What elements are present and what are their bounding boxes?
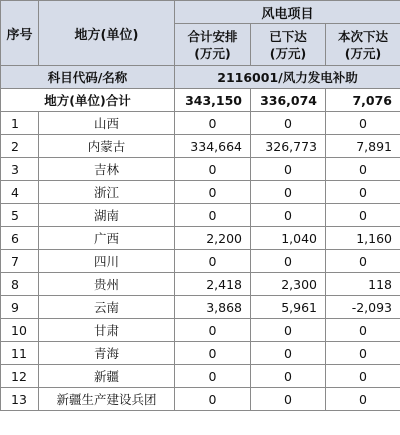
row-issued: 5,961	[251, 296, 326, 319]
row-issued: 2,300	[251, 273, 326, 296]
row-total: 0	[175, 181, 251, 204]
row-seq: 3	[1, 158, 39, 181]
row-region: 云南	[39, 296, 175, 319]
row-issued: 0	[251, 365, 326, 388]
total-total: 343,150	[175, 89, 251, 112]
row-region: 山西	[39, 112, 175, 135]
subject-value: 2116001/风力发电补助	[175, 66, 400, 89]
row-seq: 12	[1, 365, 39, 388]
issued-col-header	[251, 24, 326, 66]
table-row	[1, 273, 400, 296]
total-issued: 336,074	[251, 89, 326, 112]
total-row	[1, 89, 400, 112]
row-current: 0	[326, 319, 400, 342]
row-region: 新疆	[39, 365, 175, 388]
total-col-header-line1: 合计安排	[187, 28, 238, 44]
row-total: 0	[175, 112, 251, 135]
row-total: 0	[175, 319, 251, 342]
table-row	[1, 181, 400, 204]
row-total: 0	[175, 342, 251, 365]
table-row	[1, 365, 400, 388]
row-total: 2,418	[175, 273, 251, 296]
table-row	[1, 319, 400, 342]
row-seq: 2	[1, 135, 39, 158]
row-issued: 0	[251, 319, 326, 342]
header-row-1	[1, 1, 400, 24]
current-col-header	[326, 24, 400, 66]
row-seq: 7	[1, 250, 39, 273]
row-current: 7,891	[326, 135, 400, 158]
row-current: 1,160	[326, 227, 400, 250]
table-row	[1, 135, 400, 158]
row-seq: 11	[1, 342, 39, 365]
row-region: 吉林	[39, 158, 175, 181]
table-row	[1, 158, 400, 181]
row-seq: 5	[1, 204, 39, 227]
row-total: 3,868	[175, 296, 251, 319]
total-col-header	[175, 24, 251, 66]
row-region: 青海	[39, 342, 175, 365]
current-col-header-line1: 本次下达	[337, 28, 388, 44]
row-current: 0	[326, 158, 400, 181]
row-current: -2,093	[326, 296, 400, 319]
project-header: 风电项目	[175, 1, 400, 24]
row-current: 118	[326, 273, 400, 296]
row-current: 0	[326, 365, 400, 388]
row-region: 甘肃	[39, 319, 175, 342]
row-total: 2,200	[175, 227, 251, 250]
row-seq: 8	[1, 273, 39, 296]
row-seq: 6	[1, 227, 39, 250]
subject-row	[1, 66, 400, 89]
table-row	[1, 342, 400, 365]
row-current: 0	[326, 388, 400, 411]
table-row	[1, 250, 400, 273]
row-region: 湖南	[39, 204, 175, 227]
subject-label: 科目代码/名称	[1, 66, 175, 89]
total-current: 7,076	[326, 89, 400, 112]
row-issued: 0	[251, 158, 326, 181]
row-current: 0	[326, 112, 400, 135]
row-issued: 0	[251, 204, 326, 227]
total-label: 地方(单位)合计	[1, 89, 175, 112]
row-seq: 4	[1, 181, 39, 204]
row-issued: 1,040	[251, 227, 326, 250]
total-col-header-line2: (万元)	[194, 45, 231, 61]
row-current: 0	[326, 204, 400, 227]
row-region: 贵州	[39, 273, 175, 296]
row-seq: 9	[1, 296, 39, 319]
region-header: 地方(单位)	[39, 1, 175, 66]
row-total: 0	[175, 250, 251, 273]
row-issued: 0	[251, 388, 326, 411]
table-row	[1, 112, 400, 135]
row-region: 新疆生产建设兵团	[39, 388, 175, 411]
issued-col-header-line1: 已下达	[269, 28, 307, 44]
row-current: 0	[326, 181, 400, 204]
row-total: 0	[175, 158, 251, 181]
row-issued: 0	[251, 112, 326, 135]
row-total: 0	[175, 388, 251, 411]
row-total: 0	[175, 204, 251, 227]
row-current: 0	[326, 250, 400, 273]
current-col-header-line2: (万元)	[344, 45, 382, 61]
row-issued: 0	[251, 181, 326, 204]
row-issued: 0	[251, 342, 326, 365]
issued-col-header-line2: (万元)	[269, 45, 307, 61]
table-row	[1, 296, 400, 319]
table-row	[1, 227, 400, 250]
table-row	[1, 388, 400, 411]
row-region: 浙江	[39, 181, 175, 204]
row-seq: 13	[1, 388, 39, 411]
row-issued: 0	[251, 250, 326, 273]
row-current: 0	[326, 342, 400, 365]
row-region: 广西	[39, 227, 175, 250]
row-seq: 1	[1, 112, 39, 135]
row-region: 四川	[39, 250, 175, 273]
row-seq: 10	[1, 319, 39, 342]
table-row	[1, 204, 400, 227]
row-total: 0	[175, 365, 251, 388]
row-issued: 326,773	[251, 135, 326, 158]
seq-header: 序号	[1, 1, 39, 66]
row-region: 内蒙古	[39, 135, 175, 158]
row-total: 334,664	[175, 135, 251, 158]
